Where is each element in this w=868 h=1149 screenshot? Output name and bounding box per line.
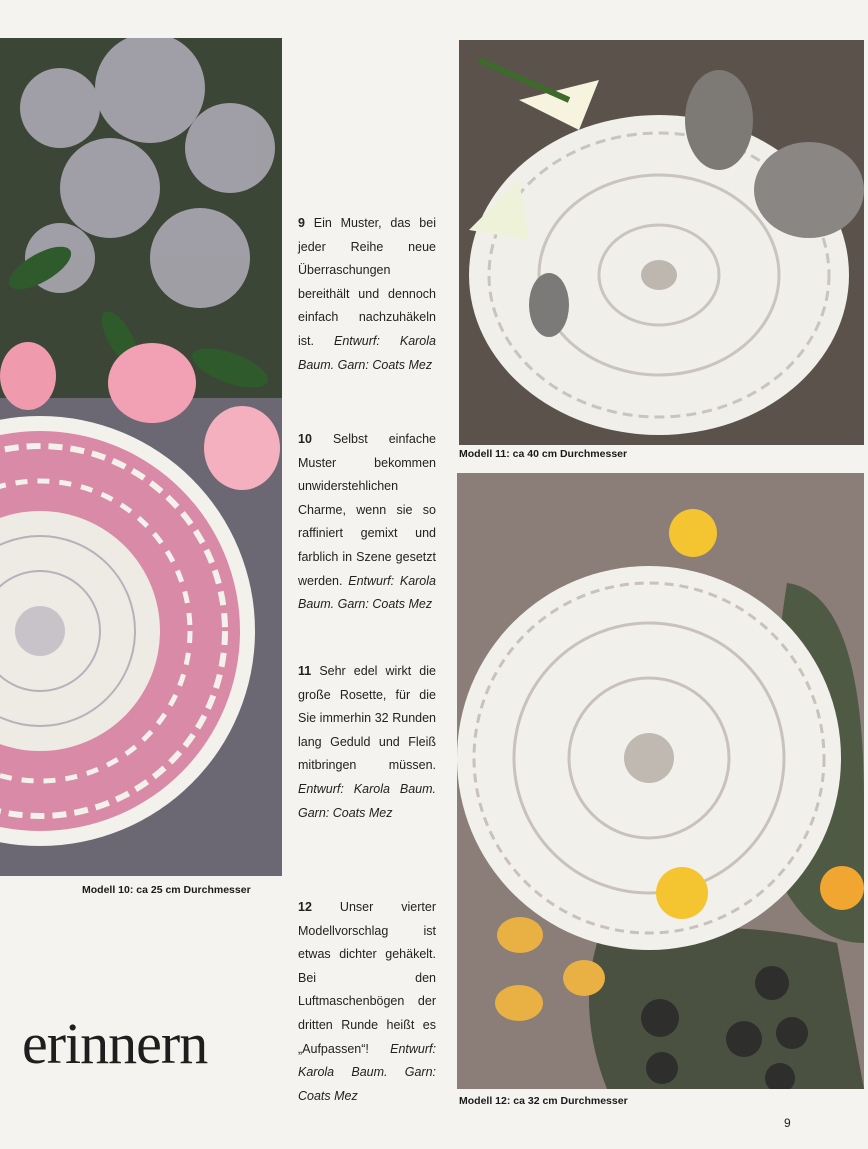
photo-model-10-image xyxy=(0,38,282,876)
model-number: 11 xyxy=(298,664,312,678)
design-credit: Entwurf: Karola Baum. Garn: Coats Mez xyxy=(298,573,436,612)
caption-model-11: Modell 11: ca 40 cm Durchmesser xyxy=(459,448,628,460)
caption-model-10: Modell 10: ca 25 cm Durchmesser xyxy=(82,884,251,896)
photo-model-11 xyxy=(459,40,864,445)
description-model-12 xyxy=(298,896,436,1108)
section-heading: erinnern xyxy=(22,1011,208,1076)
model-number: 9 xyxy=(298,216,305,230)
photo-model-12-image xyxy=(457,473,864,1089)
caption-model-12: Modell 12: ca 32 cm Durchmesser xyxy=(459,1095,628,1107)
description-model-9 xyxy=(298,212,436,377)
design-credit: Entwurf: Karola Baum. Garn: Coats Mez xyxy=(298,333,436,372)
description-text: Selbst einfache Muster bekommen unwiderstehlichen Charme, wenn sie so raffiniert gemixt und farblich in Szene gesetzt werden. xyxy=(298,432,436,588)
design-credit: Entwurf: Karola Baum. Garn: Coats Mez xyxy=(298,781,436,820)
description-model-10 xyxy=(298,428,436,617)
description-text: Sehr edel wirkt die große Rosette, für die Sie immerhin 32 Runden lang Geduld und Fleiß mitbringen müssen. xyxy=(298,664,436,773)
description-text: Unser vierter Modellvorschlag ist etwas dichter gehäkelt. Bei den Luftmaschenbögen der dritten Runde heißt es „Aufpassen“! xyxy=(298,900,436,1056)
photo-model-11-image xyxy=(459,40,864,445)
description-model-11 xyxy=(298,660,436,825)
photo-model-12 xyxy=(457,473,864,1089)
design-credit: Entwurf: Karola Baum. Garn: Coats Mez xyxy=(298,1041,436,1103)
photo-model-10 xyxy=(0,38,282,876)
page-number: 9 xyxy=(784,1116,791,1130)
model-number: 12 xyxy=(298,900,312,914)
model-number: 10 xyxy=(298,432,312,446)
description-text: Ein Muster, das bei jeder Reihe neue Überraschungen bereithält und dennoch einfach nachzuhäkeln ist. xyxy=(298,216,436,348)
